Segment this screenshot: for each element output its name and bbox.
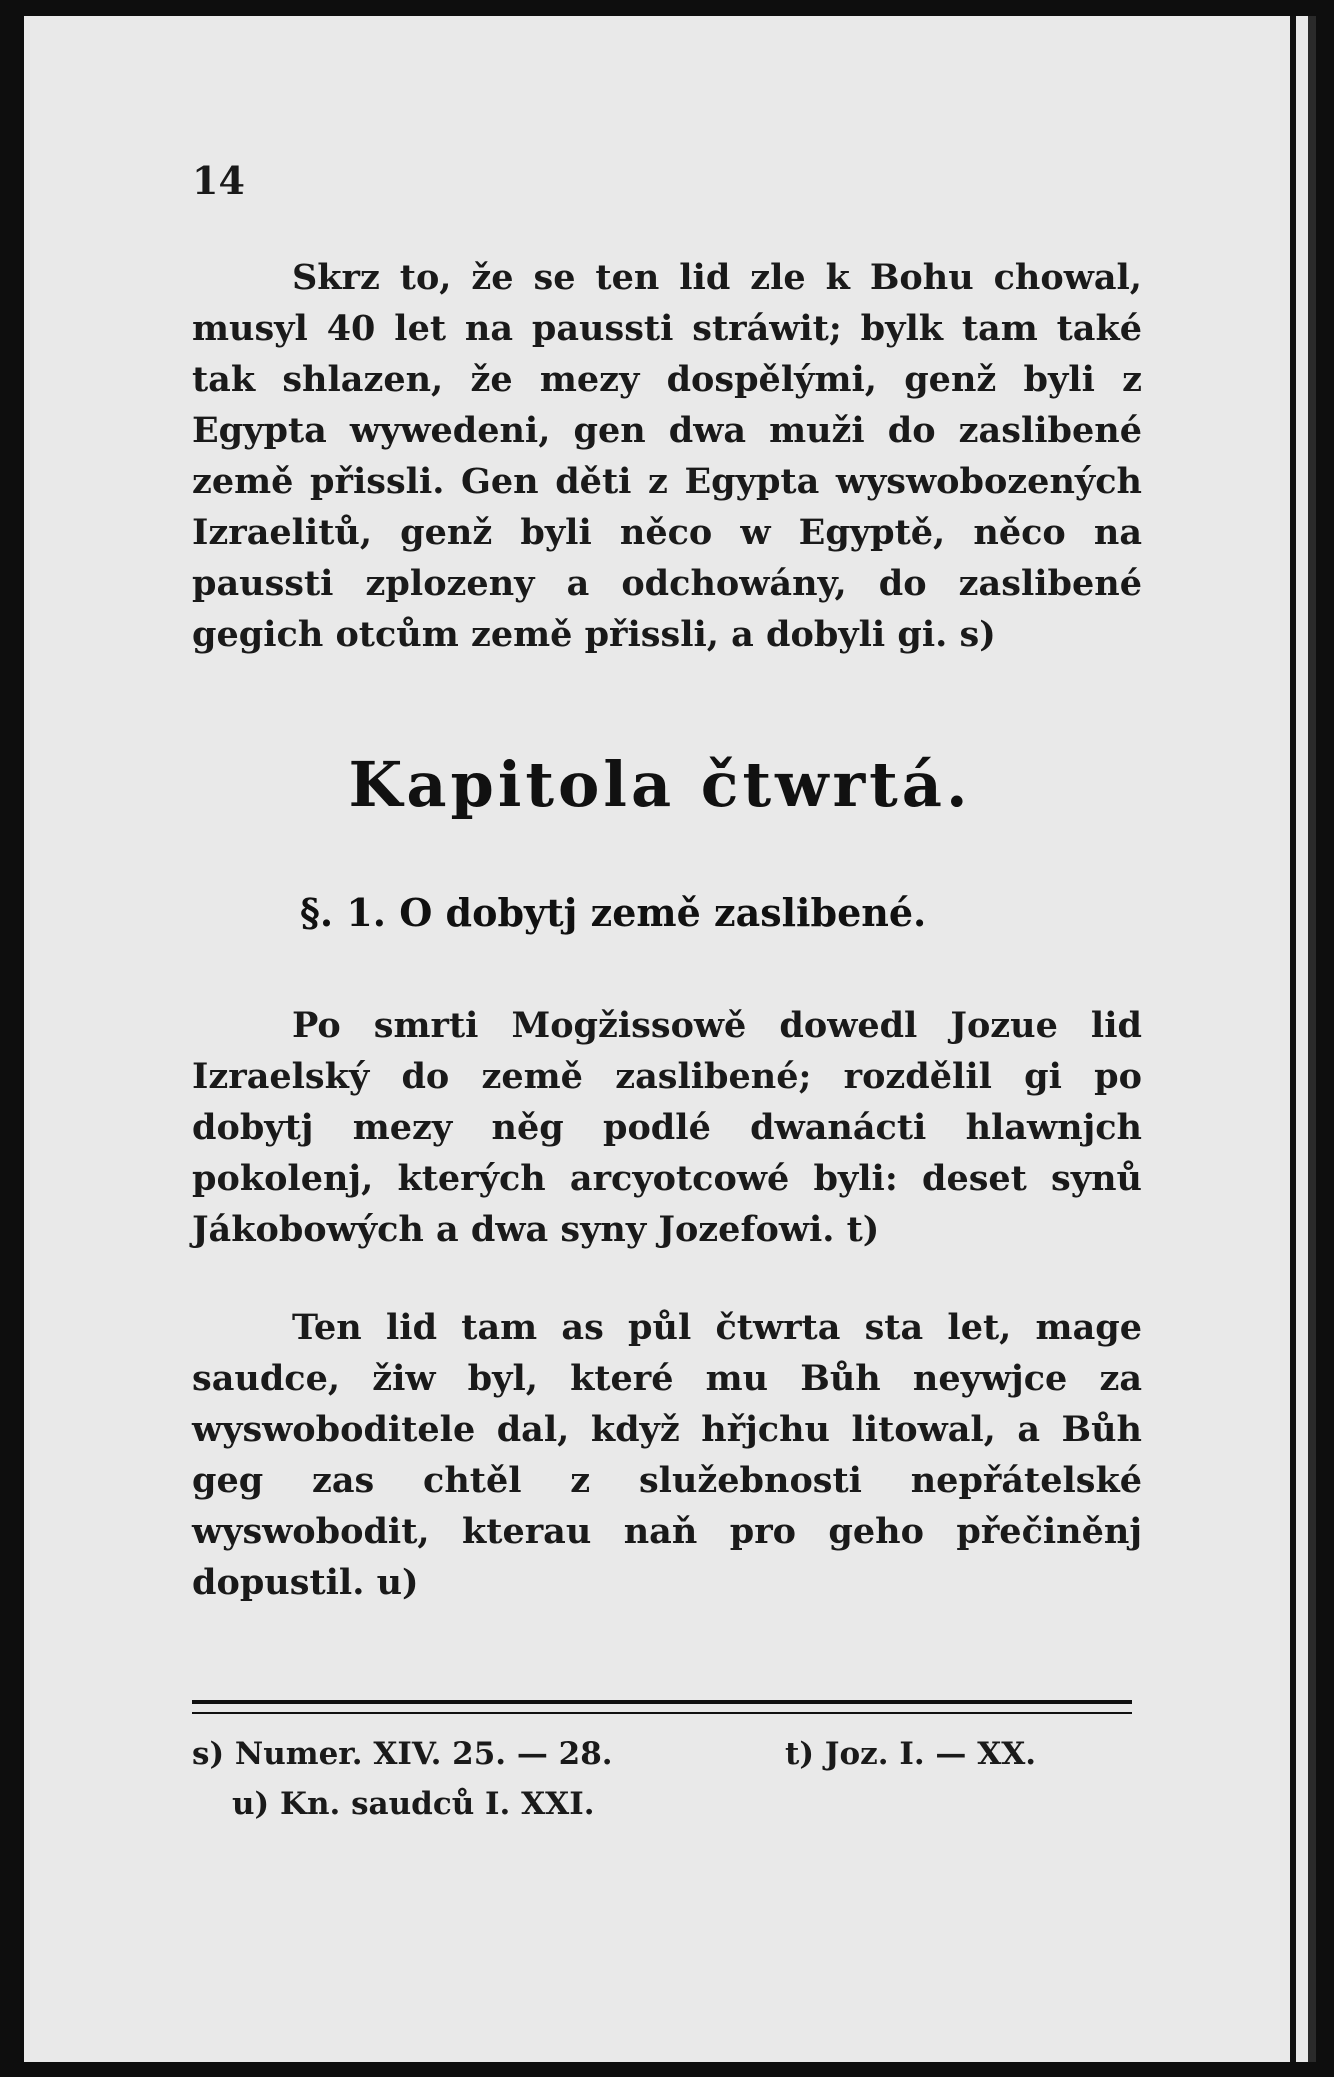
footnote-s: s) Numer. XIV. 25. — 28.: [192, 1736, 613, 1772]
footnote-rule: [192, 1700, 1132, 1704]
section-heading: §. 1. O dobytj země zaslibené.: [300, 890, 927, 935]
page-edge-shadow: [1308, 16, 1316, 2062]
chapter-heading: Kapitola čtwrtá.: [348, 748, 972, 821]
paragraph-3: Ten lid tam as půl čtwrta sta let, mage saudce, žiw byl, které mu Bůh neywjce za wyswoboditele dal, když hřjchu litowal, a Bůh geg zas chtěl z služebnosti nepřátelské wyswobodit, kterau naň pro geho přečiněnj dopustil. u): [192, 1307, 1142, 1603]
footnote-u: u) Kn. saudců I. XXI.: [232, 1786, 595, 1822]
footnote-rule-thin: [192, 1712, 1132, 1714]
paragraph-1: Skrz to, že se ten lid zle k Bohu chowal, musyl 40 let na paussti stráwit; bylk tam také tak shlazen, že mezy dospělými, genž byli z Egypta wywedeni, gen dwa muži do zaslibené země přissli. Gen děti z Egypta wyswobozených Izraelitů, genž byli něco w Egyptě, něco na paussti zplozeny a odchowány, do zaslibené gegich otcům země přissli, a dobyli gi. s): [192, 257, 1142, 655]
paragraph-2: Po smrti Mogžissowě dowedl Jozue lid Izraelský do země zaslibené; rozdělil gi po dobytj mezy něg podlé dwanácti hlawnjch pokolenj, kterých arcyotcowé byli: deset synů Jákobowých a dwa syny Jozefowi. t): [192, 1005, 1142, 1250]
footnote-t: t) Joz. I. — XX.: [785, 1736, 1037, 1772]
page-edge: [1290, 16, 1296, 2062]
page-number: 14: [192, 158, 245, 203]
